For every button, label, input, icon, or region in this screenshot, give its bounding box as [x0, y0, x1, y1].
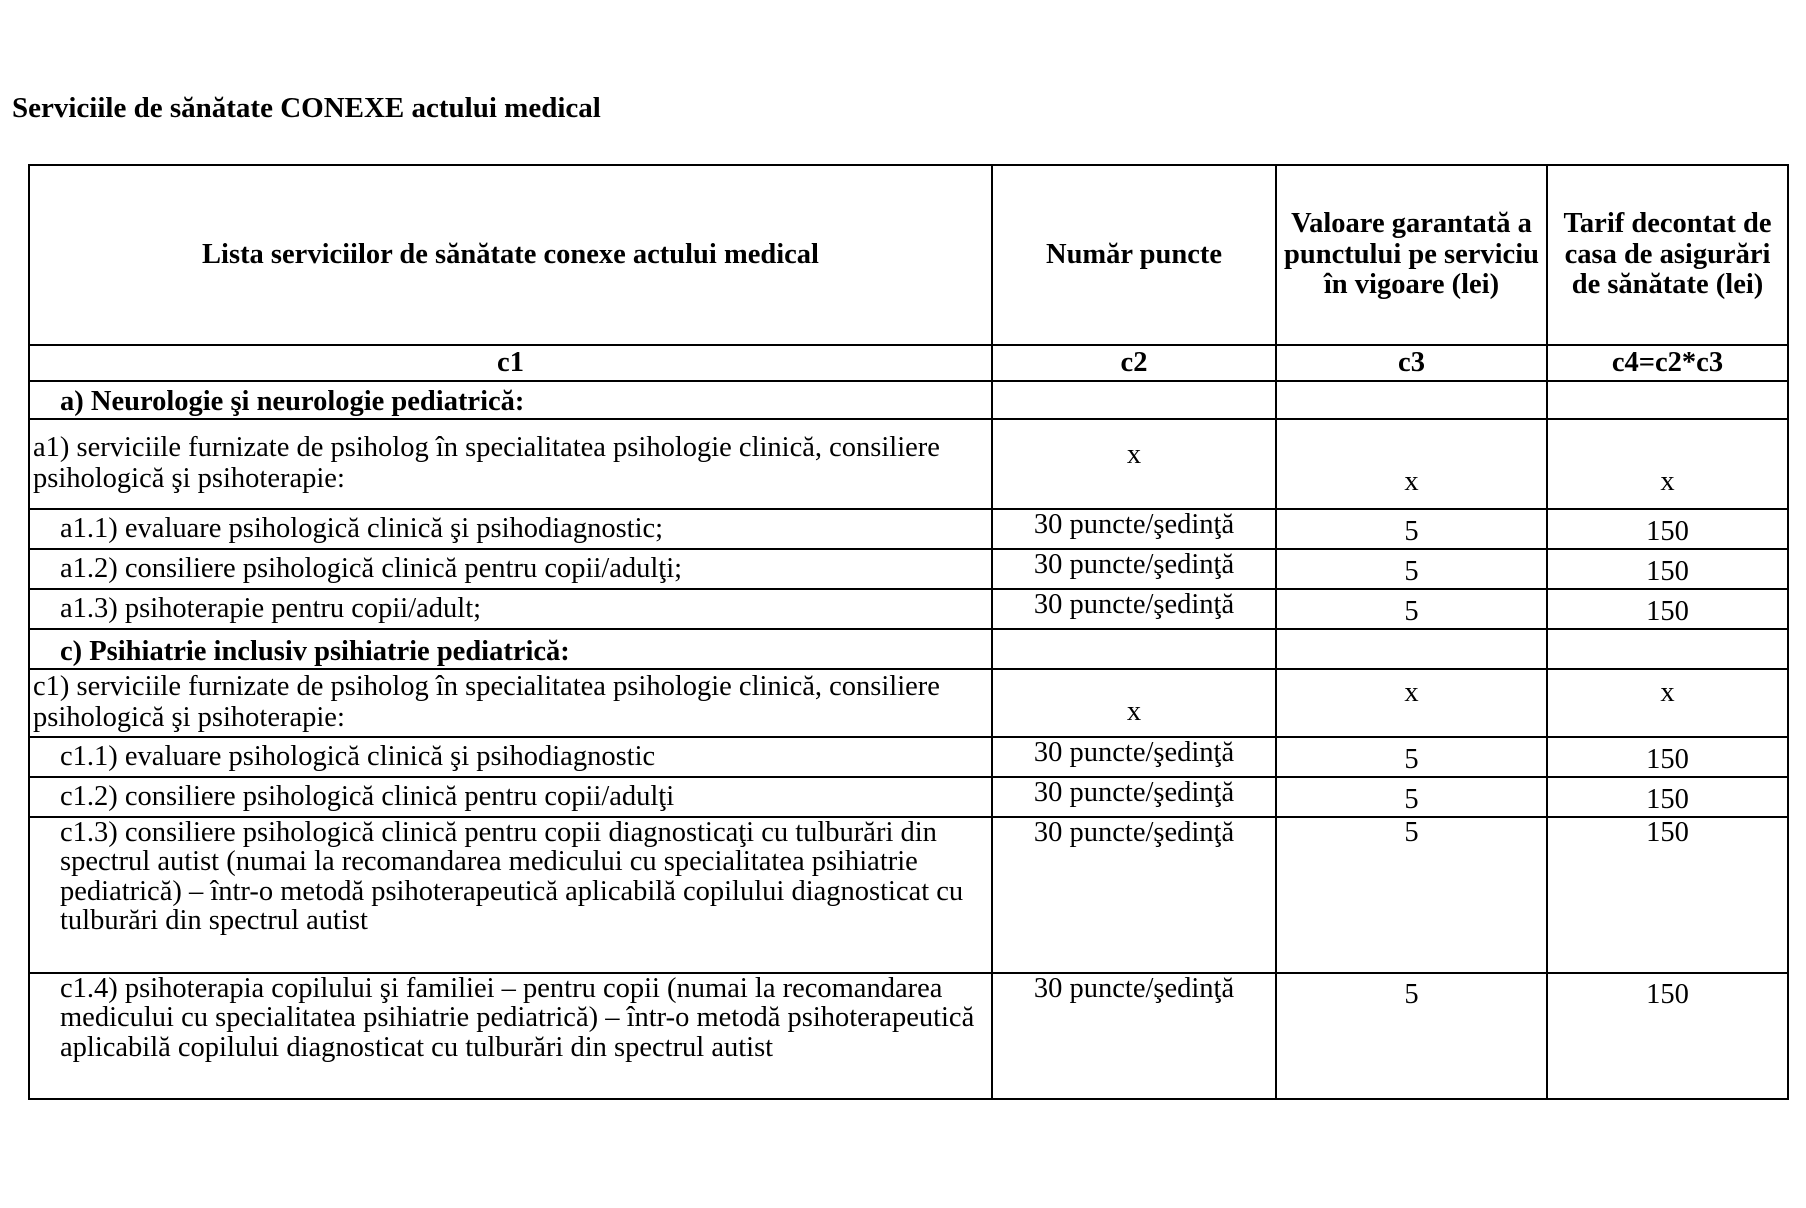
header-points: Număr puncte	[992, 165, 1276, 345]
section-title-neurology: a) Neurologie şi neurologie pediatrică:	[29, 381, 992, 419]
code-c1: c1	[29, 345, 992, 381]
row-tariff: 150	[1547, 589, 1788, 629]
row-points: 30 puncte/şedinţă	[992, 777, 1276, 817]
row-value: 5	[1276, 589, 1547, 629]
table-row	[29, 777, 1788, 817]
header-point-value: Valoare garantată a punctului pe serviciu în vigoare (lei)	[1276, 165, 1547, 345]
table-row	[29, 589, 1788, 629]
row-label: c1.1) evaluare psihologică clinică şi psihodiagnostic	[29, 737, 992, 777]
code-c3: c3	[1276, 345, 1547, 381]
row-points: 30 puncte/şedinţă	[992, 817, 1276, 973]
table-row	[29, 817, 1788, 973]
row-points: 30 puncte/şedinţă	[992, 549, 1276, 589]
row-value: 5	[1276, 509, 1547, 549]
table-row	[29, 509, 1788, 549]
row-value: 5	[1276, 737, 1547, 777]
section-title-psychiatry: c) Psihiatrie inclusiv psihiatrie pediatrică:	[29, 629, 992, 669]
group-tariff-c1: x	[1547, 669, 1788, 737]
header-services-list: Lista serviciilor de sănătate conexe actului medical	[29, 165, 992, 345]
group-tariff-a1: x	[1547, 419, 1788, 509]
document-title: Serviciile de sănătate CONEXE actului medical	[12, 92, 601, 124]
table-row	[29, 549, 1788, 589]
group-row-a1	[29, 419, 1788, 509]
row-tariff: 150	[1547, 817, 1788, 973]
header-tariff: Tarif decontat de casa de asigurări de sănătate (lei)	[1547, 165, 1788, 345]
row-label: c1.3) consiliere psihologică clinică pentru copii diagnosticaţi cu tulburări din spectrul autist (numai la recomandarea medicului cu specialitatea psihiatrie pediatrică) – într-o metodă psihoterapeutică aplicabilă copilului diagnosticat cu tulburări din spectrul autist	[29, 817, 992, 973]
row-label: c1.4) psihoterapia copilului şi familiei – pentru copii (numai la recomandarea medicului cu specialitatea psihiatrie pediatrică) – într-o metodă psihoterapeutică aplicabilă copilului diagnosticat cu tulburări din spectrul autist	[29, 973, 992, 1099]
row-tariff: 150	[1547, 509, 1788, 549]
row-points: 30 puncte/şedinţă	[992, 589, 1276, 629]
column-codes-row	[29, 345, 1788, 381]
group-label-c1: c1) serviciile furnizate de psiholog în specialitatea psihologie clinică, consiliere psihologică şi psihoterapie:	[29, 669, 992, 737]
group-points-a1: x	[992, 419, 1276, 509]
row-points: 30 puncte/şedinţă	[992, 973, 1276, 1099]
row-tariff: 150	[1547, 777, 1788, 817]
row-tariff: 150	[1547, 973, 1788, 1099]
table-row	[29, 973, 1788, 1099]
services-table	[28, 164, 1789, 1100]
code-c2: c2	[992, 345, 1276, 381]
group-value-c1: x	[1276, 669, 1547, 737]
group-row-c1	[29, 669, 1788, 737]
row-points: 30 puncte/şedinţă	[992, 509, 1276, 549]
group-label-a1: a1) serviciile furnizate de psiholog în specialitatea psihologie clinică, consiliere psihologică şi psihoterapie:	[29, 419, 992, 509]
code-c4: c4=c2*c3	[1547, 345, 1788, 381]
row-tariff: 150	[1547, 549, 1788, 589]
row-label: a1.1) evaluare psihologică clinică şi psihodiagnostic;	[29, 509, 992, 549]
row-value: 5	[1276, 549, 1547, 589]
row-value: 5	[1276, 817, 1547, 973]
row-tariff: 150	[1547, 737, 1788, 777]
row-points: 30 puncte/şedinţă	[992, 737, 1276, 777]
row-label: a1.2) consiliere psihologică clinică pentru copii/adulţi;	[29, 549, 992, 589]
group-value-a1: x	[1276, 419, 1547, 509]
header-row	[29, 165, 1788, 345]
row-label: c1.2) consiliere psihologică clinică pentru copii/adulţi	[29, 777, 992, 817]
section-row-psychiatry	[29, 629, 1788, 669]
section-row-neurology	[29, 381, 1788, 419]
row-label: a1.3) psihoterapie pentru copii/adult;	[29, 589, 992, 629]
group-points-c1: x	[992, 669, 1276, 737]
row-value: 5	[1276, 777, 1547, 817]
row-value: 5	[1276, 973, 1547, 1099]
table-row	[29, 737, 1788, 777]
